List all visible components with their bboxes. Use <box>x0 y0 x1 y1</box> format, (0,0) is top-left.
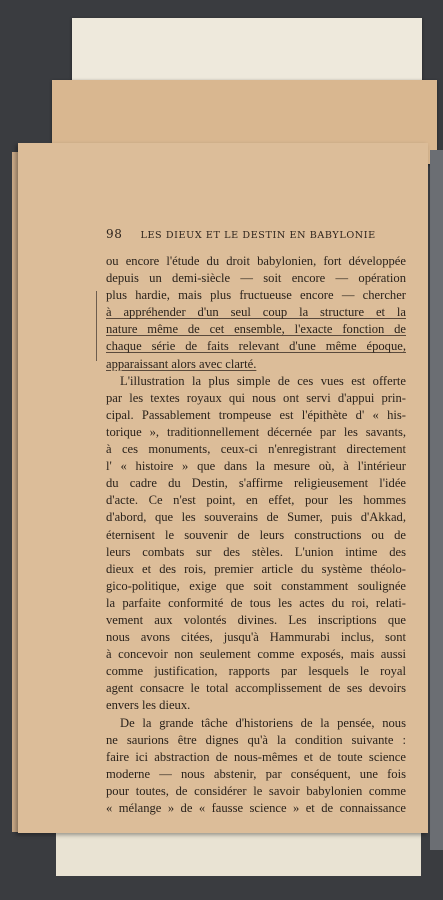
text-line <box>106 629 406 646</box>
line-text: du cadre du Destin, s'affirme religieusement l'idée <box>106 476 406 491</box>
line-text: par les textes royaux qui nous ont servi d'appui prin- <box>106 390 406 405</box>
page-number: 98 <box>106 227 123 241</box>
text-line <box>106 390 406 407</box>
line-text: à concevoir non seulement comme exposés, mais aussi <box>106 647 406 662</box>
line-text: à ces monuments, ceux-ci n'enregistrant directement <box>106 442 406 457</box>
line-text: L'illustration la plus simple de ces vues est offerte <box>120 373 406 388</box>
text-line <box>106 646 406 663</box>
line-text: envers les dieux. <box>106 698 191 713</box>
line-text: depuis un demi-siècle — soit encore — opération <box>106 271 406 286</box>
text-line <box>106 287 406 304</box>
text-line <box>106 253 406 270</box>
line-text: plus hardie, mais plus fructueuse encore — chercher <box>106 288 406 303</box>
line-text: leurs combats sur des stèles. L'union intime des <box>106 544 406 559</box>
text-line <box>106 270 406 287</box>
line-text: vement aux volontés divines. Les inscriptions que <box>106 612 406 627</box>
text-line <box>106 424 406 441</box>
text-line <box>106 407 406 424</box>
line-text: cipal. Passablement trompeuse est l'épithète d' « his- <box>106 407 406 422</box>
line-text: ne saurions être dignes qu'à la condition suivante : <box>106 732 406 747</box>
page-header <box>106 227 406 241</box>
text-line <box>106 800 406 817</box>
text-line <box>106 321 406 338</box>
line-text: éternisent le souvenir de leurs constructions ou de <box>106 527 406 542</box>
line-text: d'acte. Ce n'est point, en effet, pour les hommes <box>106 493 406 508</box>
line-text: moderne — nous abstenir, par conséquent, une fois <box>106 766 406 781</box>
running-head: LES DIEUX ET LE DESTIN EN BABYLONIE <box>140 230 376 241</box>
text-line <box>106 749 406 766</box>
line-text: l' « histoire » que dans la mesure où, à l'intérieur <box>106 459 406 474</box>
text-line <box>106 715 406 732</box>
text-line <box>106 544 406 561</box>
line-text: faire ici abstraction de nous-mêmes et de toute science <box>106 749 406 764</box>
underlined-text: nature même de cet ensemble, l'exacte fonction de <box>106 322 406 337</box>
text-line <box>106 783 406 800</box>
text-line <box>106 578 406 595</box>
text-line <box>106 475 406 492</box>
text-line <box>106 304 406 321</box>
text-line <box>106 663 406 680</box>
text-line <box>106 509 406 526</box>
underlined-text: à appréhender d'un seul coup la structure et la <box>106 305 406 320</box>
text-line <box>106 680 406 697</box>
text-line <box>106 612 406 629</box>
text-line <box>106 527 406 544</box>
text-line <box>106 373 406 390</box>
line-text: dieux et des rois, premier article du système théolo- <box>106 561 406 576</box>
line-text: nous avons citées, jusqu'à Hammurabi inclus, sont <box>106 630 406 645</box>
text-line <box>106 766 406 783</box>
line-text: la parfaite conformité de tous les actes du roi, relati- <box>106 595 406 610</box>
text-line <box>106 561 406 578</box>
text-line <box>106 338 406 355</box>
paper-slip-bottom <box>56 828 421 876</box>
line-text: « mélange » de « fausse science » et de connaissance <box>106 801 406 815</box>
text-line <box>106 492 406 509</box>
line-text: comme justification, rapports par lesquels le royal <box>106 664 406 679</box>
margin-pencil-mark <box>96 291 98 361</box>
text-line <box>106 595 406 612</box>
underlined-text: chaque série de faits relevant d'une même époque, <box>106 339 406 354</box>
line-text: d'abord, que les souverains de Sumer, puis d'Akkad, <box>106 510 406 525</box>
text-line <box>106 458 406 475</box>
text-line <box>106 441 406 458</box>
text-line <box>106 697 406 714</box>
line-text: torique », traditionnellement décernée par les savants, <box>106 424 406 439</box>
line-text: gico-politique, exige que soit constamment soulignée <box>106 578 406 593</box>
line-text: agent consacre le total accomplissement de ses devoirs <box>106 681 406 696</box>
line-text: ou encore l'étude du droit babylonien, fort développée <box>106 254 406 268</box>
underlined-text: apparaissant alors avec clarté. <box>106 356 257 371</box>
background-edge <box>430 150 443 850</box>
text-line <box>106 356 406 373</box>
book-page <box>18 143 428 833</box>
line-text: De la grande tâche d'historiens de la pensée, nous <box>120 715 406 730</box>
line-text: pour toutes, de considérer le savoir babylonien comme <box>106 783 406 798</box>
body-text <box>106 253 406 817</box>
text-line <box>106 732 406 749</box>
